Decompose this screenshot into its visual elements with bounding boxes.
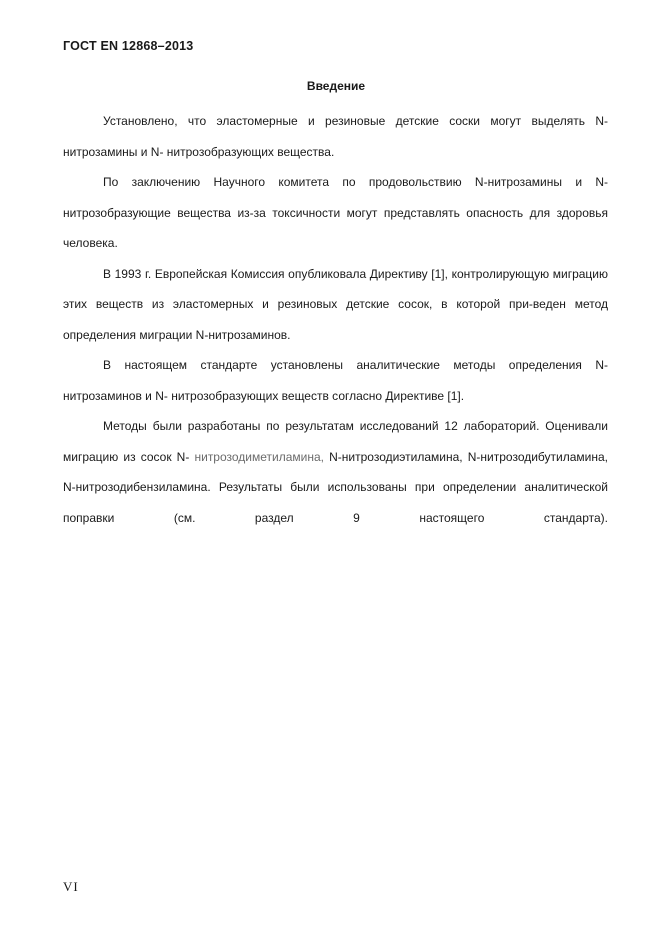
- paragraph-last: [63, 411, 608, 533]
- paragraph: Установлено, что эластомерные и резиновые детские соски могут выделять N-нитрозамины и N- нитрозобразующих вещества.: [63, 114, 608, 159]
- page-number: VI: [63, 879, 79, 894]
- paragraph-last-part1: Методы были разработаны по результатам исследований 12 лабораторий. Оценивали миграцию из сосок N-: [63, 419, 608, 464]
- paragraph: В настоящем стандарте установлены аналитические методы определения N-нитрозаминов и N- нитрозобразующих веществ согласно Директиве [1].: [63, 358, 608, 403]
- paragraph-last-gray-term: нитрозодиметиламина,: [194, 449, 324, 464]
- paragraph: По заключению Научного комитета по продовольствию N-нитрозамины и N-нитрозобразующие вещества из-за токсичности могут представлять опасность для здоровья человека.: [63, 175, 608, 250]
- paragraph-last-part3: N-нитрозодиэтиламина, N-нитрозодибутиламина, N-нитрозодибензиламина. Результаты были использованы при определении аналитической поправки (см. раздел 9 настоящего стандарта).: [63, 449, 609, 525]
- paragraph: В 1993 г. Европейская Комиссия опубликовала Директиву [1], контролирующую миграцию этих веществ из эластомерных и резиновых детские сосок, в которой при-веден метод определения миграции N-нитрозаминов.: [63, 266, 608, 342]
- section-title: Введение: [306, 79, 366, 93]
- document-body: [63, 106, 608, 533]
- standard-code: ГОСТ EN 12868–2013: [63, 39, 194, 53]
